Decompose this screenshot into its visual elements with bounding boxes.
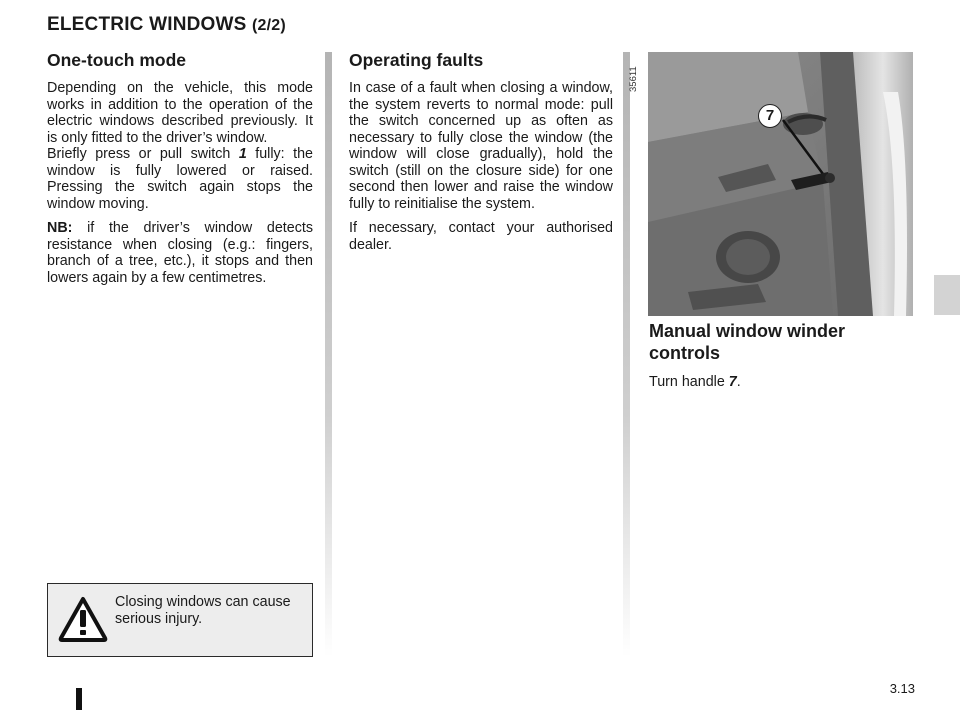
faults-section <box>349 50 613 261</box>
page-title-text: ELECTRIC WINDOWS <box>47 14 247 35</box>
switch-ref: 1 <box>238 146 247 162</box>
page-title-suffix: (2/2) <box>252 17 286 34</box>
one-touch-heading: One-touch mode <box>47 50 187 70</box>
door-photo <box>648 52 913 316</box>
page-number: 3.13 <box>889 681 915 696</box>
dealer-paragraph: If necessary, contact your authorised dealer. <box>349 220 613 253</box>
manual-paragraph <box>649 374 914 391</box>
section-tab <box>934 275 960 315</box>
one-touch-text: Depending on the vehicle, this mode works in addition to the operation of the electric windows described previously. It is only fitted to the driver’s window. <box>47 80 313 146</box>
one-touch-paragraph <box>47 80 313 146</box>
manual-text-before: Turn handle <box>649 374 729 390</box>
switch-text-before: Briefly press or pull switch <box>47 146 239 162</box>
corner-mark <box>76 688 82 710</box>
callout-7: 7 <box>758 104 782 128</box>
switch-paragraph <box>47 146 313 212</box>
one-touch-section <box>47 50 313 294</box>
warning-text: Closing windows can cause serious injury. <box>115 594 291 627</box>
warning-triangle-icon <box>58 596 108 642</box>
nb-paragraph <box>47 220 313 286</box>
nb-text: if the driver’s window detects resistance when closing (e.g.: fingers, branch of a tree, etc.), it stops and then lowers again by a few centimetres. <box>47 220 313 286</box>
figure-code: 35611 <box>628 66 639 92</box>
manual-heading: Manual window winder controls <box>649 321 846 363</box>
door-illustration <box>648 52 913 316</box>
manual-section <box>649 320 914 399</box>
nb-label: NB: <box>47 220 73 236</box>
faults-heading: Operating faults <box>349 50 484 70</box>
column-divider <box>623 52 630 657</box>
manual-text-after: . <box>736 374 741 390</box>
page-title <box>47 14 286 36</box>
faults-paragraph: In case of a fault when closing a window, the system reverts to normal mode: pull the switch concerned up as often as necessary to fully close the window (the window will close gradually), hold the switch (still on the closure side) for one second then lower and raise the window fully to reinitialise the system. <box>349 80 613 212</box>
switch-text-after: fully: the window is fully lowered or raised. Pressing the switch again stops the window moving. <box>47 146 314 212</box>
handle-ref: 7 <box>728 374 737 390</box>
column-divider <box>325 52 332 657</box>
warning-box <box>47 583 313 657</box>
